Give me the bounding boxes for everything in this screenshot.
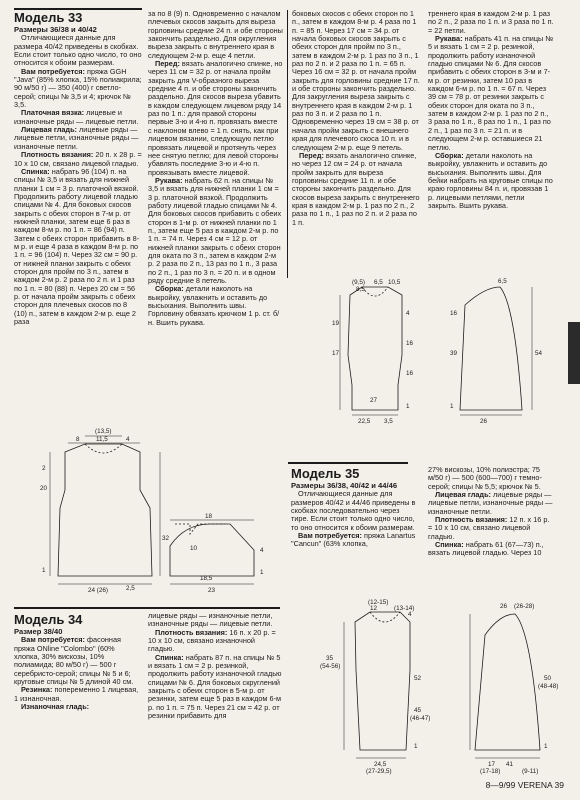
d33b-bottom: 18,5 (200, 575, 213, 582)
d34a-s6: 1 (406, 403, 410, 410)
d33b-s2: 1 (260, 569, 264, 576)
d35a-t2: 12 (370, 605, 378, 612)
model-33-back-cont: за по 8 (9) п. Одновременно с началом плечевых скосов закрыть для выреза горловины средние 24 п. и обе стороны закончить раздельно. Для округления выреза закрыть с внутреннего края в следующем 2-м р. еще 4 петли. (148, 9, 283, 60)
model-33-sizes: Размеры 36/38 и 40/42 (14, 25, 97, 34)
model-35-column-2 (428, 466, 554, 558)
model-35-gauge: Плотность вязания: 12 п. х 16 р. = 10 х 10 см, связано лицевой гладью. (428, 515, 550, 541)
model-34-schematics (300, 275, 560, 425)
model-34-column-4 (428, 10, 554, 210)
d33a-bottom: 24 (26) (88, 587, 108, 594)
model-35-rule (288, 462, 408, 464)
model-34-back: Спинка: набрать 87 п. на спицы № 5 и вязать 1 см = 2 р. резинкой, продолжить работу изнаночной гладью спицами № 6. Для боковых скруглений закрыть с обеих сторон в 5-м р. от резинки, затем еще 5 раз в каждом 6-м р. по 1 п. = 75 п. Через 21 см = 42 р. от резинки прибавить для (148, 652, 282, 721)
page-edge-tab (568, 322, 580, 384)
d35a-bottom: 24,5 (374, 761, 387, 768)
model-34-gauge: Плотность вязания: 16 п. х 20 р. = 10 х 10 см, связано изнаночной гладью. (148, 627, 276, 654)
model-34-column-2 (148, 612, 282, 720)
model-34-rule (14, 607, 280, 609)
model-34-front-cont: треннего края в каждом 2-м р. 1 раз по 2 п., 2 раза по 1 п. и 3 раза по 1 п. = 22 петли. (428, 9, 554, 35)
model-33-back: Спинка: набрать 96 (104) п. на спицы № 3,5 и вязать для нижней планки 1 см = 3 р. платочной вязкой. Продолжить работу лицевой гладью спицами № 4. Для боковых скосов закрыть с обеих сторон в 7-м р. от нижней планки, затем еще 6 раз в каждом 8-м р. по 1 п. = 86 (94) п. Затем с обеих сторон прибавить в 8-м р. и еще 4 раза в каждом 8-м р. по 1 п. = 96 (104) п. Через 32 см = 90 р. от нижней планки закрыть с обеих сторон для пройм по 3 п., затем в каждом 2-м р. 2 раза по 2 п. и 1 раз по 1 п. = 80 (88) п. Через 20 см = 56 р. от начала пройм закрыть с обеих сторон для плечевых скосов по 8 (10) п., затем в каждом 2-м р. еще 2 раза (14, 166, 140, 327)
d35b-t2: (26-28) (514, 603, 535, 610)
d35b-s3: 1 (544, 743, 548, 750)
d35b-bottom: 17 (488, 761, 496, 768)
model-34-column-3 (292, 10, 420, 227)
d33a-top: (13,5) (95, 428, 112, 435)
model-34-back-cont: боковых скосов с обеих сторон по 1 п., затем в каждом 8-м р. 4 раза по 1 п. = 85 п. Через 17 см = 34 р. от начала боковых скосов закрыть с обеих сторон для пройм по 3 п., затем в каждом 2-м р. 1 раз по 3 п., 1 раз по 2 п. и 2 раза по 1 п. = 65 п. Через 16 см = 32 р. от начала пройм закрыть для горловины средние 17 п. и обе стороны закончить раздельно. Для закругления выреза закрыть с внутреннего края в каждом 2-м р. 1 раз по 3 п. и 2 раза по 1 п. Одновременно через 19 см = 38 р. от начала пройм закрыть с внешнего края для плечевого скоса 10 п. и в следующем 2-м р. еще 9 петель. (292, 9, 420, 152)
d34a-s3: 4 (406, 310, 410, 317)
model-35-column-1 (291, 466, 417, 549)
d35b-bottom-3: 41 (506, 761, 514, 768)
d33a-s2: 20 (40, 485, 48, 492)
model-33-gauge: Плотность вязания: 20 п. х 28 р. = 10 х 10 см, связано лицевой гладью. (14, 150, 142, 168)
model-34-sizes: Размер 38/40 (14, 627, 63, 636)
model-33-column (14, 8, 142, 326)
d35b-bottom-4: (9-11) (522, 768, 539, 775)
d34b-s1: 54 (535, 350, 543, 357)
d35a-top: (12-15) (368, 599, 389, 606)
model-33-intro: Отличающиеся данные для размера 40/42 приведены в скобках. Если стоит только одно число, то оно относится к обоим размерам. (14, 33, 142, 68)
d33b-s1: 4 (260, 547, 264, 554)
d34b-s2: 39 (450, 350, 458, 357)
model-34-assembly: Сборка: детали наколоть на выкройку, увлажнить и оставить до высыхания. Выполнить швы. Для бейки набрать на круговые спицы по краю горловины 84 п. и, провязав 1 р. лицевыми петлями, петли закрыть. Вшить рукава. (428, 150, 553, 210)
d34b-s4: 1 (450, 403, 454, 410)
d35a-s3: 52 (414, 675, 422, 682)
d34a-s5: 16 (406, 370, 414, 377)
model-33-front: Перед: вязать аналогично спинке, но через 11 см = 32 р. от начала пройм закрыть для V-образного выреза средние 4 п. и обе стороны закончить раздельно. Для скосов выреза убавить в каждом следующем лицевом ряду 14 раз по 1 п.: для правой стороны первые 3-ю и 4-ю п. провязать вместе с наклоном влево = 1 п. снять, как при лицевом вязании, следующую петлю провязать лицевой и протянуть через нее снятую петлю; для левой стороны убавлять последние 3-ю и 4-ю п. провязывать вместе лицевой. (148, 59, 283, 177)
d34a-bottom-2: 3,5 (384, 418, 393, 425)
page-footer: 8—9/99 VERENA 39 (485, 780, 564, 790)
d34a-s1: 19 (332, 320, 340, 327)
model-33-column-2 (148, 10, 283, 327)
d34a-t3: 6,5 (374, 279, 383, 286)
d33b-left: 10 (190, 545, 198, 552)
d35b-s2: (48-48) (538, 683, 559, 690)
model-34-sleeve: Рукава: набрать 41 п. на спицы № 5 и вязать 1 см = 2 р. резинкой, продолжить работу изнаночной гладью спицами № 6. Для скосов прибавить с обеих сторон в 3-м и 7-м р. от резинки, затем 10 раз в каждом 6-м р. по 1 п. = 67 п. Через 39 см = 78 р. от резинки закрыть с обеих сторон для оката по 3 п., затем в каждом 2-м р. 1 раз по 2 п., 3 раза по 1 п., 8 раз по 1 п., 1 раз по 2 п., 1 раз по 3 п. = 21 п. и в следующем 2-м р. оставшиеся 21 петлю. (428, 34, 554, 152)
d34b-bottom-2: 6,5 (498, 278, 507, 285)
model-35-materials: Вам потребуется: пряжа Lanartus "Cancun" (63% хлопка, (291, 531, 416, 549)
d35b-s1: 50 (544, 675, 552, 682)
d35a-bottom-2: (27-29,5) (366, 768, 392, 775)
model-34-front: Перед: вязать аналогично спинке, но через 12 см = 24 р. от начала пройм закрыть для выреза горловины средние 11 п. и обе стороны закончить раздельно. Для скосов выреза закрыть с внутреннего края в каждом 2-м р. 1 раз по 2 п., 2 раза по 1 п., 1 раз по 2 п. и 2 раза по 1 п. (292, 150, 420, 227)
model-33-stst: Лицевая гладь: лицевые ряды — лицевые петли, изнаночные ряды — изнаночные петли. (14, 125, 139, 151)
model-34-rev-text: лицевые ряды — изнаночные петли, изнаночные ряды — лицевые петли. (148, 611, 273, 629)
d34a-t2: 8,5 (356, 286, 365, 293)
model-35-schematics (300, 600, 560, 775)
model-33-assembly: Сборка: детали наколоть на выкройку, увлажнить и оставить до высыхания. Выполнить швы. Горловину обвязать крючком 1 р. ст. б/н. Вшить рукава. (148, 284, 280, 327)
d34b-bottom: 26 (480, 418, 488, 425)
model-33-materials: Вам потребуется: пряжа GGH "Java" (85% хлопка, 15% полиакрила; 90 м/50 г) — 350 (400) г светло-серой; спицы № 3,5 и 4; крючок № 3,5. (14, 66, 142, 110)
d35a-t4: 4 (408, 611, 412, 618)
model-35-materials-cont: 27% вискозы, 10% полиэстра; 75 м/50 г) — 500 (600—700) г темно-серой; спицы № 5,5; крючок № 5. (428, 465, 542, 491)
d34a-t4: 10,5 (388, 279, 401, 286)
model-33-rib: Платочная вязка: лицевые и изнаночные ряды — лицевые петли. (14, 108, 139, 126)
d35a-s6: 1 (414, 743, 418, 750)
model-35-sizes: Размеры 36/38, 40/42 и 44/46 (291, 481, 398, 490)
model-35-back: Спинка: набрать 61 (67—73) п., вязать лицевой гладью. Через 10 (428, 540, 544, 558)
d33a-right: 4 (126, 436, 130, 443)
d35a-s4: 45 (414, 707, 422, 714)
model-35-title: Модель 35 (291, 466, 360, 481)
d34b-s3: 16 (450, 310, 458, 317)
d33a-mid: 11,5 (96, 436, 108, 443)
model-33-schematics (40, 428, 280, 600)
d35b-top: 26 (500, 603, 508, 610)
model-35-intro: Отличающиеся данные для размеров 40/42 и 44/46 приведены в скобках последовательно через тире. Если стоит только одно число, то оно относится к обоим размерам. (291, 489, 416, 532)
d35b-bottom-2: (17-18) (480, 768, 501, 775)
d33b-top: 18 (205, 513, 213, 520)
d34a-bottom-3: 27 (370, 397, 378, 404)
d35a-t3: (13-14) (394, 605, 415, 612)
d33a-s3: 32 (162, 535, 170, 542)
model-34-rev: Изнаночная гладь: (21, 702, 90, 712)
model-34-rib: Резинка: попеременно 1 лицевая, 1 изнаночная. (14, 685, 139, 703)
d35a-s2: (54-56) (320, 663, 341, 670)
model-34-title: Модель 34 (14, 612, 83, 627)
model-33-title: Модель 33 (14, 10, 83, 25)
d34a-s4: 16 (406, 340, 414, 347)
d33b-bottom-2: 23 (208, 587, 216, 594)
column-divider (287, 10, 288, 278)
model-35-stst: Лицевая гладь: лицевые ряды — лицевые петли, изнаночные ряды — изнаночные петли. (428, 490, 553, 516)
d33a-left: 8 (76, 436, 80, 443)
d34a-s2: 17 (332, 350, 340, 357)
model-34-column-1 (14, 612, 140, 711)
d35a-s5: (46-47) (410, 715, 431, 722)
d34a-top: (9,5) (352, 279, 365, 286)
d33a-s1: 2 (42, 465, 46, 472)
d33a-s4: 1 (42, 567, 46, 574)
model-34-materials: Вам потребуется: фасонная пряжа ONline "Colombo" (60% хлопка, 30% вискозы, 10% полиамида; 80 м/50 г) — 500 г серебристо-серой; спицы № 5 и 6; круговые спицы № 5 длиной 40 см. (14, 635, 134, 687)
d35a-s1: 35 (326, 655, 334, 662)
model-33-sleeve: Рукава: набрать 62 п. на спицы № 3,5 и вязать для нижней планки 1 см = 3 р. платочной вязкой. Продолжить работу лицевой гладью спицами № 4. Для боковых скосов прибавить с обеих сторон в 1-м р. от нижней планки по 1 п., затем еще 5 раз в каждом 2-м р. по 1 п. = 74 п. Через 4 см = 12 р. от нижней планки закрыть с обеих сторон для оката по 3 п., затем в каждом 2-м р. 2 раза по 2 п., 13 раз по 1 п., 3 раза по 2 п., 1 раз по 3 п. = 20 п. и в одном ряду средние 8 петель. (148, 175, 282, 285)
d34a-bottom: 22,5 (358, 418, 371, 425)
d33a-bottom-2: 2,5 (126, 585, 135, 592)
